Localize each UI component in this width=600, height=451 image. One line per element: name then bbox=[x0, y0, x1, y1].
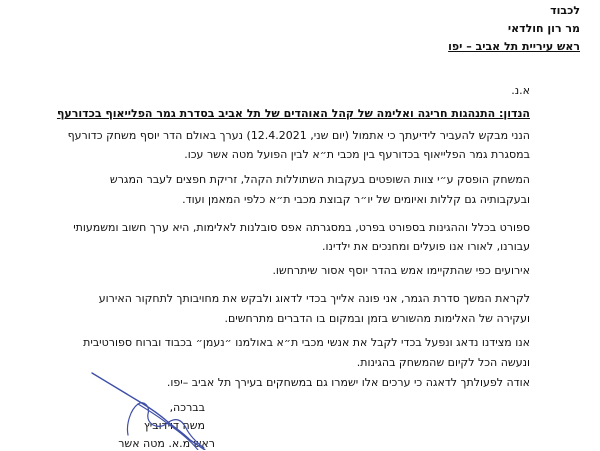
paragraph-6-line-1: אנו מצידנו נדאג ונפעל בכדי לקבל את אנשי מכבי ת״א באולמנו ״נעמן״ בכבוד וברוח ספורטיבית bbox=[83, 336, 530, 349]
recipient-name: מר רון חולדאי bbox=[507, 22, 580, 35]
paragraph-6-line-2: ונעשה הכל לקיום שהמשחק בהגינות. bbox=[356, 356, 530, 369]
salutation: לכבוד bbox=[550, 4, 580, 17]
recipient-title: ראש עיריית תל אביב – יפו bbox=[448, 40, 580, 53]
paragraph-2-line-2: ובעקבותיה גם קללות ואיומים של יו״ר קבוצת מכבי ת״א כלפי המאמן ועוד. bbox=[182, 193, 530, 206]
paragraph-1-line-2: במסגרת גמר הפלייאוף בכדורעף בין מכבי ת״א לבין הפועל מטה אשר עכו. bbox=[184, 148, 530, 161]
paragraph-4-line-1: אירועים כפי שהתקיימו אמש בהדר יוסף אסור שיתרחשו. bbox=[272, 264, 530, 277]
paragraph-1-line-1: הנני מבקש להעביר לידיעתך כי אתמול (יום שני, 12.4.2021) נערך באולם הדר יוסף משחק כדורעף bbox=[67, 129, 530, 142]
subject-line: הנדון: התנהגות חריגה ואלימה של קהל האוהדים של תל אביב בסדרת גמר הפלייאוף בכדורעף bbox=[56, 107, 530, 120]
signer-title: ראש מ.א. מטה אשר bbox=[118, 437, 215, 450]
paragraph-3-line-1: ספורט בכלל וההגינות בספורט בפרט, במסגרתה אפס סובלנות לאלימות, היא ערך חשוב ומשמעותי bbox=[73, 221, 530, 234]
signer-name: משה דוידוביץ bbox=[143, 419, 205, 432]
paragraph-7-line-1: אודה לפעולתך לדאגה כי ערכים אלו ישמרו גם במשחקים בעירך תל אביב –יפו. bbox=[166, 376, 530, 389]
greeting: א.נ. bbox=[511, 84, 530, 97]
paragraph-2-line-1: המשחק הופסק ע״י צוות השופטים בעקבות השתוללות הקהל, זריקת חפצים לעבר המגרש bbox=[109, 173, 530, 186]
paragraph-3-line-2: עבורנו, לאורו אנו פועלים ומחנכים את ילדינו. bbox=[322, 240, 530, 253]
paragraph-5-line-1: לקראת המשך סדרת הגמר, אני פונה אלייך בכדי לדאוג ולבקש את מחויבותך לתחקור האירוע bbox=[98, 292, 530, 305]
closing-regards: בברכה, bbox=[169, 401, 205, 414]
paragraph-5-line-2: ועקירה של האלימות מהשורש בזמן ובמקום בו הדברים מתרחשים. bbox=[224, 312, 530, 325]
